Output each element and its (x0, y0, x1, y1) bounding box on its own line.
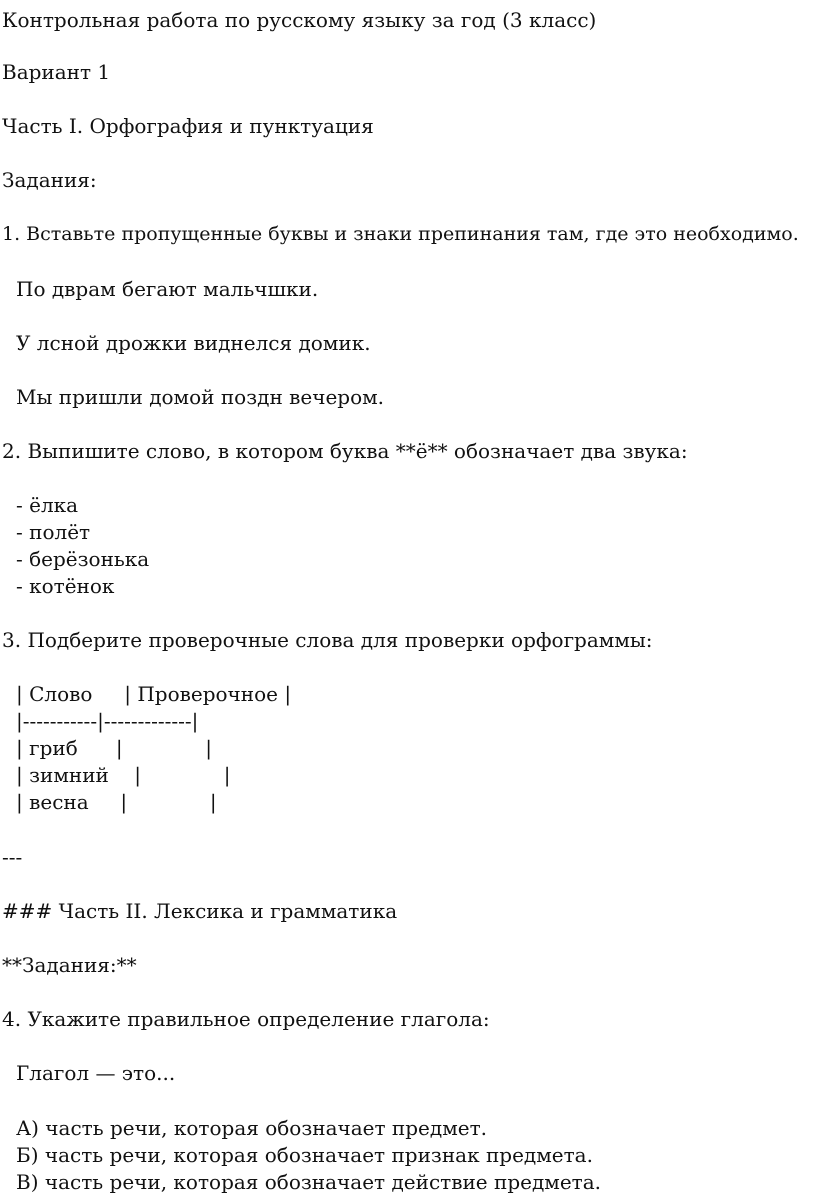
document-title: Контрольная работа по русскому языку за год (3 класс) (2, 8, 597, 32)
task2-prompt: 2. Выпишите слово, в котором буква **ё** обозначает два звука: (2, 439, 688, 463)
task1-sentence: Мы пришли домой поздн вечером. (16, 385, 385, 409)
task4-option: В) часть речи, которая обозначает действие предмета. (16, 1170, 602, 1194)
task1-sentence: У лсной дрожки виднелся домик. (16, 331, 371, 355)
task4-stem: Глагол — это... (16, 1061, 176, 1085)
task1-prompt: 1. Вставьте пропущенные буквы и знаки препинания там, где это необходимо. (2, 223, 799, 245)
variant-label: Вариант 1 (2, 60, 111, 84)
task2-option: - полёт (16, 520, 91, 544)
task3-table-header-row: | Слово | Проверочное | (16, 682, 292, 706)
task2-option: - котёнок (16, 574, 115, 598)
task3-table-divider-row: |-----------|-------------| (16, 709, 199, 733)
task3-prompt: 3. Подберите проверочные слова для проверки орфограммы: (2, 628, 653, 652)
task4-prompt: 4. Укажите правильное определение глагола: (2, 1007, 490, 1031)
task4-option: А) часть речи, которая обозначает предмет. (16, 1116, 488, 1140)
task4-option: Б) часть речи, которая обозначает признак предмета. (16, 1143, 593, 1167)
task1-sentence: По дврам бегают мальчшки. (16, 277, 319, 301)
part2-heading: ### Часть II. Лексика и грамматика (2, 899, 398, 923)
task3-table-row: | зимний | | (16, 763, 231, 787)
task3-table-row: | гриб | | (16, 736, 213, 760)
task2-option: - берёзонька (16, 547, 150, 571)
part1-heading: Часть I. Орфография и пунктуация (2, 114, 374, 138)
task3-table-row: | весна | | (16, 790, 217, 814)
task2-option: - ёлка (16, 493, 79, 517)
part1-tasks-label: Задания: (2, 168, 97, 192)
part2-tasks-label: **Задания:** (2, 953, 137, 977)
section-separator: --- (2, 845, 23, 869)
